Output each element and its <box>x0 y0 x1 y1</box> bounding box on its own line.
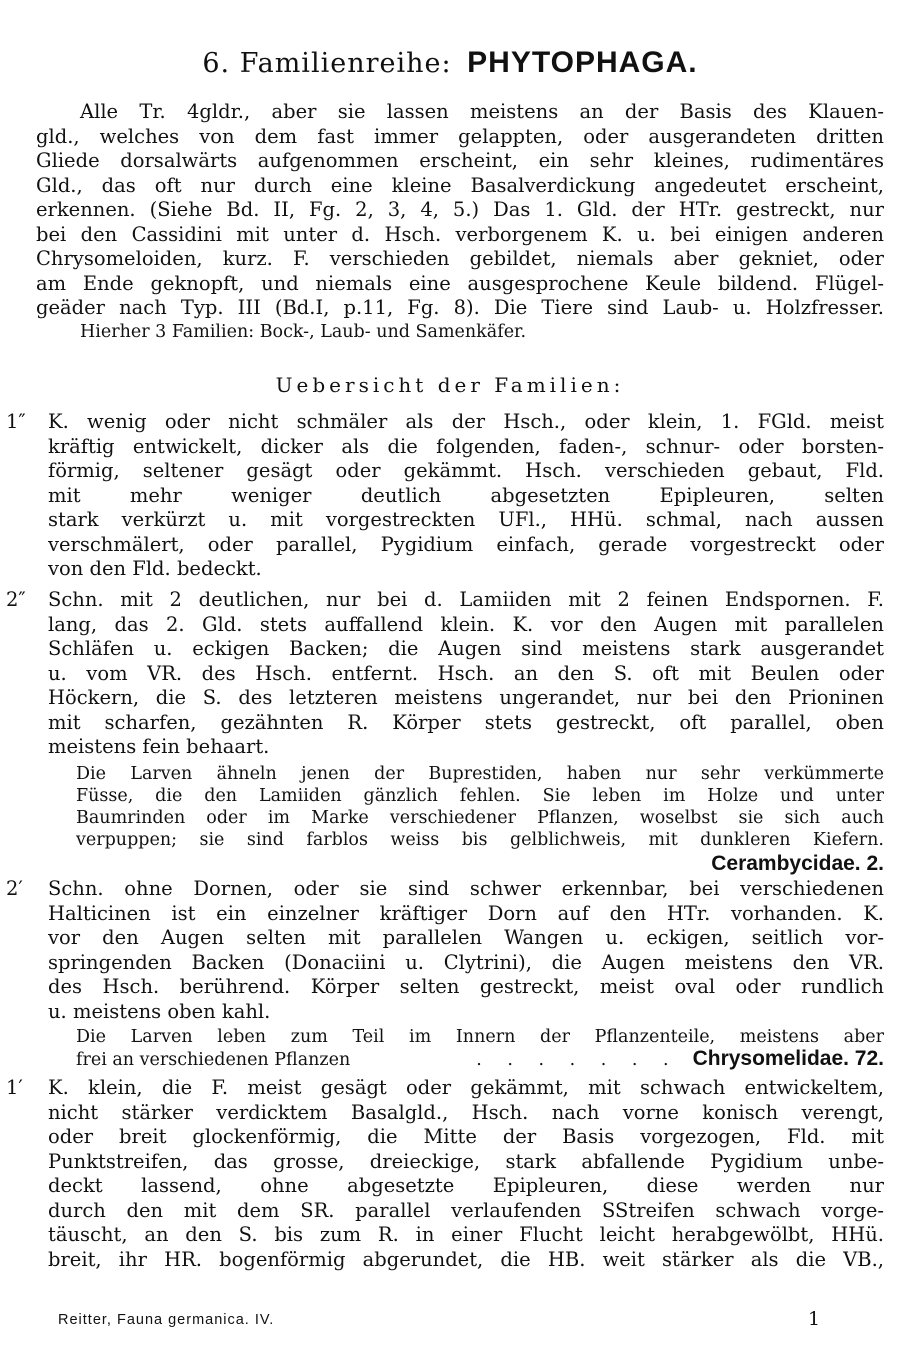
entry-line: kräftig entwickelt, dicker als die folgenden, faden-, schnur- oder borsten- <box>48 434 884 458</box>
entry-line: förmig, seltener gesägt oder gekämmt. Hsch. verschieden gebaut, Fld. <box>48 459 884 482</box>
entry-line: durch den mit dem SR. parallel verlaufenden SStreifen schwach vorge- <box>48 1198 884 1222</box>
intro-line: Gld., das oft nur durch eine kleine Basalverdickung angedeutet erscheint, <box>36 173 884 197</box>
intro-line: gld., welches von dem fast immer gelappten, oder ausgerandeten dritten <box>36 124 884 148</box>
entry-line: meistens fein behaart. <box>48 735 270 758</box>
family-name-cerambycidae: Cerambycidae. 2. <box>711 852 884 875</box>
intro-line: geäder nach Typ. III (Bd.I, p.11, Fg. 8). Die Tiere sind Laub- u. Holzfresser. <box>36 296 884 319</box>
entry-line: mit scharfen, gezähnten R. Körper stets gestreckt, oft parallel, oben <box>48 710 884 734</box>
entry-line: Halticinen ist ein einzelner kräftiger Dorn auf den HTr. vorhanden. K. <box>48 901 884 925</box>
note-line: verpuppen; sie sind farblos weiss bis gelblichweis, mit dunkleren Kiefern. <box>76 830 884 850</box>
entry-line: u. vom VR. des Hsch. entfernt. Hsch. an den S. oft mit Beulen oder <box>48 661 884 685</box>
entry-line: Punktstreifen, das grosse, dreieckige, stark abfallende Pygidium unbe- <box>48 1149 884 1173</box>
entry-number: 1′ <box>6 1076 23 1099</box>
entry-line: K. klein, die F. meist gesägt oder gekämmt, mit schwach entwickeltem, <box>48 1076 884 1099</box>
entry-line: Höckern, die S. des letzteren meistens ungerandet, nur bei den Prioninen <box>48 686 884 709</box>
intro-line: bei den Cassidini mit unter d. Hsch. verborgenem K. u. bei einigen anderen <box>36 222 884 246</box>
entry-text <box>48 877 884 1024</box>
entry-number: 1″ <box>6 410 26 433</box>
note-line: Füsse, die den Lamiiden gänzlich fehlen. Sie leben im Holze und unter <box>76 786 884 806</box>
intro-note: Hierher 3 Familien: Bock-, Laub- und Samenkäfer. <box>80 321 527 342</box>
entry-line: von den Fld. bedeckt. <box>48 557 262 580</box>
entry-line: stark verkürzt u. mit vorgestreckten UFl., HHü. schmal, nach aussen <box>48 508 884 531</box>
intro-line: Chrysomeloiden, kurz. F. verschieden gebildet, niemals aber gekniet, oder <box>36 247 884 270</box>
entry-text <box>48 588 884 760</box>
entry-line: nicht stärker verdicktem Basalgld., Hsch. nach vorne konisch verengt, <box>48 1100 884 1124</box>
note-line: Die Larven ähneln jenen der Buprestiden, haben nur sehr verkümmerte <box>76 764 884 784</box>
footer-source: Reitter, Fauna germanica. IV. <box>58 1312 275 1328</box>
entry-line: K. wenig oder nicht schmäler als der Hsch., oder klein, 1. FGld. meist <box>48 410 884 433</box>
entry-text <box>48 410 884 582</box>
intro-paragraph <box>36 100 884 343</box>
section-subtitle: Uebersicht der Familien: <box>275 373 625 397</box>
entry-line: deckt lassend, ohne abgesetzte Epipleuren, diese werden nur <box>48 1174 884 1197</box>
entry-line: breit, ihr HR. bogenförmig abgerundet, die HB. weit stärker als die VB., <box>48 1247 884 1271</box>
intro-line: Alle Tr. 4gldr., aber sie lassen meistens an der Basis des Klauen- <box>80 100 884 123</box>
page-number: 1 <box>808 1308 821 1330</box>
entry-line: Schn. mit 2 deutlichen, nur bei d. Lamiiden mit 2 feinen Endspornen. F. <box>48 588 884 611</box>
note-line: Baumrinden oder im Marke verschiedener Pflanzen, woselbst sie sich auch <box>76 808 884 828</box>
family-name-chrysomelidae: Chrysomelidae. 72. <box>692 1047 884 1070</box>
entry-line: Schn. ohne Dornen, oder sie sind schwer erkennbar, bei verschiedenen <box>48 877 884 900</box>
entry-line: des Hsch. berührend. Körper selten gestreckt, meist oval oder rundlich <box>48 975 884 998</box>
entry-line: vor den Augen selten mit parallelen Wangen u. eckigen, seitlich vor- <box>48 926 884 949</box>
intro-line: am Ende geknopft, und niemals eine ausgesprochene Keule bildend. Flügel- <box>36 271 884 295</box>
entry-line: lang, das 2. Gld. stets auffallend klein. K. vor den Augen mit parallelen <box>48 612 884 636</box>
entry-line: Schläfen u. eckigen Backen; die Augen sind meistens stark ausgerandet <box>48 637 884 660</box>
heading-prefix: 6. Familienreihe: <box>202 48 452 79</box>
entry-line: springenden Backen (Donaciini u. Clytrini), die Augen meistens den VR. <box>48 950 884 974</box>
note-line: frei an verschiedenen Pflanzen <box>76 1050 351 1070</box>
page-heading <box>0 46 900 80</box>
entry-line: oder breit glockenförmig, die Mitte der Basis vorgezogen, Fld. mit <box>48 1125 884 1148</box>
entry-line: u. meistens oben kahl. <box>48 999 271 1023</box>
entry-number: 2′ <box>6 877 23 900</box>
intro-line: erkennen. (Siehe Bd. II, Fg. 2, 3, 4, 5.) Das 1. Gld. der HTr. gestreckt, nur <box>36 198 884 221</box>
entry-line: mit mehr weniger deutlich abgesetzten Epipleuren, selten <box>48 483 884 507</box>
heading-family-name: PHYTOPHAGA. <box>467 46 698 79</box>
note-last-line <box>76 1048 884 1071</box>
entry-line: täuscht, an den S. bis zum R. in einer Flucht leicht herabgewölbt, HHü. <box>48 1223 884 1246</box>
entry-number: 2″ <box>6 588 26 611</box>
intro-line: Gliede dorsalwärts aufgenommen erscheint, ein sehr kleines, rudimentäres <box>36 149 884 172</box>
leader-dots: . . . . . . . <box>476 1050 679 1070</box>
note-line: Die Larven leben zum Teil im Innern der Pflanzenteile, meistens aber <box>76 1027 884 1047</box>
larvae-note <box>76 1026 884 1071</box>
larvae-note <box>76 763 884 875</box>
entry-line: verschmälert, oder parallel, Pygidium einfach, gerade vorgestreckt oder <box>48 532 884 556</box>
entry-text <box>48 1076 884 1272</box>
